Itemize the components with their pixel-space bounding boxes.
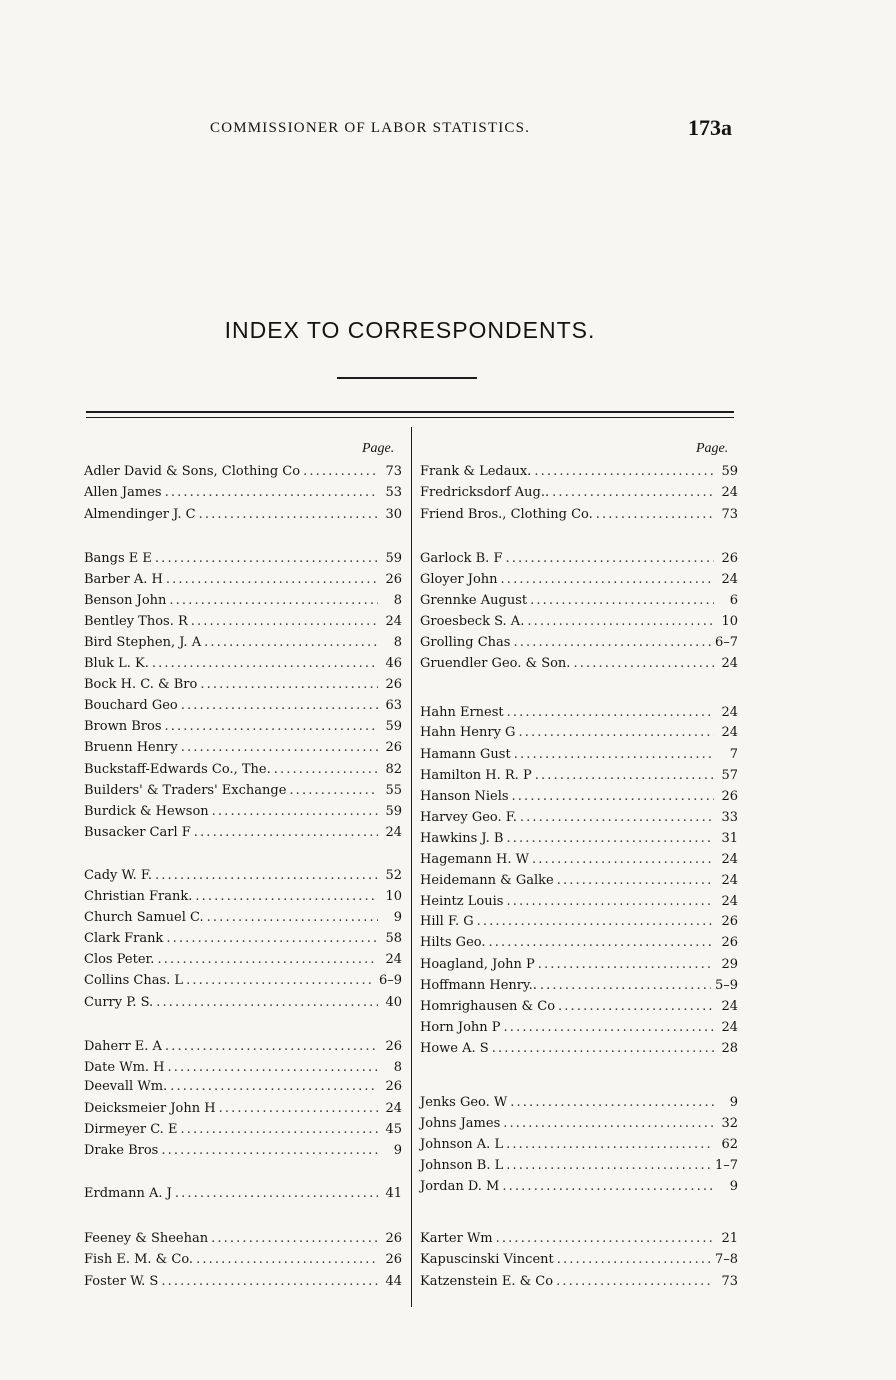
running-head: COMMISSIONER OF LABOR STATISTICS. (210, 120, 531, 136)
correspondent-name: Brown Bros (84, 719, 162, 734)
correspondent-name: Busacker Carl F (84, 825, 191, 840)
index-entry (420, 1041, 738, 1057)
index-entry (84, 593, 402, 609)
dot-leader (161, 1274, 378, 1290)
dot-leader (289, 783, 378, 799)
page-reference: 26 (385, 1231, 402, 1246)
page-reference: 7 (729, 747, 738, 762)
right-page-heading: Page. (696, 441, 729, 456)
page-reference: 57 (721, 768, 738, 783)
dot-leader (527, 614, 714, 630)
page-reference: 30 (385, 507, 402, 522)
index-entry (84, 1060, 402, 1076)
dot-leader (520, 810, 714, 826)
dot-leader (155, 551, 378, 567)
dot-leader (501, 572, 714, 588)
dot-leader (303, 464, 378, 480)
page-reference: 10 (721, 614, 738, 629)
dot-leader (535, 768, 714, 784)
page-reference: 44 (385, 1274, 402, 1289)
page-reference: 7–8 (714, 1252, 738, 1267)
page-reference: 73 (721, 507, 738, 522)
dot-leader (513, 635, 710, 651)
correspondent-name: Karter Wm (420, 1231, 493, 1246)
correspondent-name: Jenks Geo. W (420, 1095, 508, 1110)
index-entry (84, 1101, 402, 1117)
index-entry (84, 762, 402, 778)
correspondent-name: Feeney & Sheehan (84, 1231, 209, 1246)
page-reference: 24 (721, 725, 738, 740)
correspondent-name: Hamann Gust (420, 747, 511, 762)
correspondent-name: Dirmeyer C. E (84, 1122, 178, 1137)
correspondent-name: Adler David & Sons, Clothing Co (84, 464, 301, 479)
dot-leader (505, 551, 714, 567)
index-entry (84, 677, 402, 693)
index-entry (420, 852, 738, 868)
double-rule-bottom (86, 417, 734, 418)
correspondent-name: Bentley Thos. R (84, 614, 188, 629)
page-reference: 26 (385, 572, 402, 587)
page-reference: 21 (721, 1231, 738, 1246)
page-reference: 31 (721, 831, 738, 846)
page-reference: 9 (393, 1143, 402, 1158)
correspondent-name: Hoagland, John P (420, 957, 535, 972)
index-entry (420, 551, 738, 567)
page-reference: 41 (385, 1186, 402, 1201)
dot-leader (557, 1252, 711, 1268)
dot-leader (155, 868, 378, 884)
correspondent-name: Grennke August (420, 593, 528, 608)
correspondent-name: Bangs E E (84, 551, 152, 566)
page-reference: 55 (385, 783, 402, 798)
page-reference: 1–7 (714, 1158, 738, 1173)
dot-leader (496, 1231, 714, 1247)
index-entry (84, 973, 402, 989)
page-reference: 53 (385, 485, 402, 500)
index-entry (420, 768, 738, 784)
correspondent-name: Benson John (84, 593, 167, 608)
correspondent-name: Collins Chas. L (84, 973, 184, 988)
correspondent-name: Groesbeck S. A. (420, 614, 525, 629)
dot-leader (207, 910, 378, 926)
dot-leader (556, 1274, 714, 1290)
index-entry (84, 1039, 402, 1055)
correspondent-name: Daherr E. A (84, 1039, 162, 1054)
index-entry (84, 825, 402, 841)
dot-leader (199, 507, 378, 523)
correspondent-name: Allen James (84, 485, 162, 500)
index-entry (84, 889, 402, 905)
correspondent-name: Grolling Chas (420, 635, 511, 650)
page-reference: 24 (721, 852, 738, 867)
correspondent-name: Johnson A. L (420, 1137, 504, 1152)
dot-leader (507, 705, 714, 721)
dot-leader (596, 507, 714, 523)
index-entry (420, 572, 738, 588)
index-entry (84, 1143, 402, 1159)
page-reference: 24 (385, 1101, 402, 1116)
correspondent-name: Heintz Louis (420, 894, 504, 909)
index-entry (84, 1274, 402, 1290)
page-reference: 52 (385, 868, 402, 883)
index-entry (84, 995, 402, 1011)
page-reference: 26 (721, 935, 738, 950)
correspondent-name: Howe A. S (420, 1041, 489, 1056)
correspondent-name: Foster W. S (84, 1274, 159, 1289)
correspondent-name: Johns James (420, 1116, 501, 1131)
correspondent-name: Bluk L. K. (84, 656, 149, 671)
dot-leader (540, 978, 711, 994)
page-reference: 24 (721, 572, 738, 587)
page-reference: 46 (385, 656, 402, 671)
correspondent-name: Hawkins J. B (420, 831, 504, 846)
dot-leader (165, 485, 378, 501)
index-entry (420, 873, 738, 889)
dot-leader (477, 914, 714, 930)
index-entry (84, 614, 402, 630)
index-entry (420, 935, 738, 951)
page-reference: 6–7 (714, 635, 738, 650)
correspondent-name: Curry P. S. (84, 995, 154, 1010)
index-entry (420, 635, 738, 651)
page-reference: 5–9 (714, 978, 738, 993)
page-reference: 59 (385, 551, 402, 566)
page-reference: 59 (385, 804, 402, 819)
index-entry (84, 507, 402, 523)
index-entry (420, 1158, 738, 1174)
dot-leader (506, 831, 714, 847)
index-entry (84, 804, 402, 820)
index-entry (84, 952, 402, 968)
page-reference: 26 (721, 789, 738, 804)
index-entry (420, 999, 738, 1015)
correspondent-name: Harvey Geo. F. (420, 810, 517, 825)
page-reference: 24 (721, 1020, 738, 1035)
correspondent-name: Deevall Wm. (84, 1079, 168, 1094)
correspondent-name: Friend Bros., Clothing Co. (420, 507, 593, 522)
page-reference: 82 (385, 762, 402, 777)
page-reference: 6 (729, 593, 738, 608)
dot-leader (514, 747, 714, 763)
index-entry (84, 698, 402, 714)
correspondent-name: Almendinger J. C (84, 507, 196, 522)
index-entry (84, 719, 402, 735)
dot-leader (161, 1143, 378, 1159)
dot-leader (538, 957, 714, 973)
index-entry (420, 1274, 738, 1290)
dot-leader (169, 593, 378, 609)
dot-leader (530, 593, 714, 609)
page-reference: 73 (385, 464, 402, 479)
dot-leader (211, 1231, 378, 1247)
page-reference: 45 (385, 1122, 402, 1137)
page-reference: 24 (385, 614, 402, 629)
page-reference: 73 (721, 1274, 738, 1289)
correspondent-name: Katzenstein E. & Co (420, 1274, 554, 1289)
correspondent-name: Drake Bros (84, 1143, 159, 1158)
correspondent-name: Christian Frank. (84, 889, 193, 904)
correspondent-name: Church Samuel C. (84, 910, 204, 925)
index-entry (84, 1231, 402, 1247)
dot-leader (510, 1095, 714, 1111)
index-entry (420, 593, 738, 609)
correspondent-name: Fredricksdorf Aug.. (420, 485, 550, 500)
index-entry (420, 614, 738, 630)
dot-leader (152, 656, 378, 672)
page-reference: 24 (385, 952, 402, 967)
index-entry (84, 783, 402, 799)
index-entry (84, 740, 402, 756)
index-entry (420, 1095, 738, 1111)
correspondent-name: Hanson Niels (420, 789, 509, 804)
correspondent-name: Clos Peter. (84, 952, 155, 967)
index-entry (84, 868, 402, 884)
index-entry (420, 485, 738, 501)
page-reference: 10 (385, 889, 402, 904)
dot-leader (181, 698, 378, 714)
page-reference: 24 (385, 825, 402, 840)
dot-leader (506, 894, 714, 910)
page-reference: 6–9 (378, 973, 402, 988)
dot-leader (156, 995, 378, 1011)
correspondent-name: Cady W. F. (84, 868, 152, 883)
correspondent-name: Hahn Ernest (420, 705, 504, 720)
page-reference: 58 (385, 931, 402, 946)
index-entry (84, 551, 402, 567)
dot-leader (168, 1060, 378, 1076)
dot-leader (504, 1020, 714, 1036)
index-entry (420, 957, 738, 973)
index-entry (84, 1252, 402, 1268)
correspondent-name: Fish E. M. & Co. (84, 1252, 194, 1267)
dot-leader (512, 789, 714, 805)
dot-leader (274, 762, 378, 778)
dot-leader (200, 677, 378, 693)
dot-leader (175, 1186, 378, 1202)
index-entry (420, 656, 738, 672)
correspondent-name: Deicksmeier John H (84, 1101, 216, 1116)
page-reference: 63 (385, 698, 402, 713)
dot-leader (502, 1179, 714, 1195)
dot-leader (186, 973, 375, 989)
correspondent-name: Jordan D. M (420, 1179, 500, 1194)
index-entry (420, 831, 738, 847)
index-entry (420, 1179, 738, 1195)
index-entry (420, 1137, 738, 1153)
page-reference: 8 (393, 1060, 402, 1075)
correspondent-name: Kapuscinski Vincent (420, 1252, 554, 1267)
dot-leader (166, 931, 378, 947)
index-entry (420, 789, 738, 805)
page-title: INDEX TO CORRESPONDENTS. (224, 317, 596, 343)
correspondent-name: Burdick & Hewson (84, 804, 209, 819)
correspondent-name: Gruendler Geo. & Son. (420, 656, 571, 671)
dot-leader (219, 1101, 378, 1117)
correspondent-name: Buckstaff-Edwards Co., The. (84, 762, 271, 777)
index-entry (84, 910, 402, 926)
page-reference: 32 (721, 1116, 738, 1131)
correspondent-name: Hill F. G (420, 914, 474, 929)
correspondent-name: Horn John P (420, 1020, 501, 1035)
page-reference: 26 (385, 677, 402, 692)
title-rule (337, 377, 477, 379)
correspondent-name: Bruenn Henry (84, 740, 178, 755)
correspondent-name: Hagemann H. W (420, 852, 530, 867)
correspondent-name: Clark Frank (84, 931, 164, 946)
correspondent-name: Builders' & Traders' Exchange (84, 783, 287, 798)
dot-leader (204, 635, 378, 651)
dot-leader (166, 572, 378, 588)
index-entry (84, 1122, 402, 1138)
index-entry (84, 1079, 402, 1095)
column-divider (411, 427, 412, 1307)
page-reference: 29 (721, 957, 738, 972)
page-reference: 24 (721, 999, 738, 1014)
dot-leader (532, 852, 714, 868)
dot-leader (573, 656, 714, 672)
dot-leader (212, 804, 378, 820)
page-reference: 24 (721, 705, 738, 720)
dot-leader (170, 1079, 378, 1095)
page-reference: 24 (721, 656, 738, 671)
dot-leader (489, 935, 715, 951)
dot-leader (557, 873, 714, 889)
correspondent-name: Gloyer John (420, 572, 498, 587)
index-entry (84, 572, 402, 588)
dot-leader (558, 999, 714, 1015)
index-entry (420, 1020, 738, 1036)
page-number: 173a (688, 115, 732, 140)
page-reference: 26 (385, 1079, 402, 1094)
page-reference: 59 (385, 719, 402, 734)
left-page-heading: Page. (362, 441, 395, 456)
dot-leader (518, 725, 714, 741)
correspondent-name: Bouchard Geo (84, 698, 178, 713)
correspondent-name: Homrighausen & Co (420, 999, 556, 1014)
dot-leader (180, 1122, 378, 1138)
dot-leader (506, 1137, 714, 1153)
dot-leader (165, 1039, 378, 1055)
index-entry (84, 656, 402, 672)
index-entry (420, 1252, 738, 1268)
index-entry (84, 464, 402, 480)
correspondent-name: Hamilton H. R. P (420, 768, 532, 783)
page-reference: 8 (393, 635, 402, 650)
correspondent-name: Erdmann A. J (84, 1186, 172, 1201)
correspondent-name: Barber A. H (84, 572, 163, 587)
correspondent-name: Bird Stephen, J. A (84, 635, 202, 650)
page-reference: 33 (721, 810, 738, 825)
index-entry (420, 705, 738, 721)
correspondent-name: Hoffmann Henry.. (420, 978, 537, 993)
index-entry (84, 635, 402, 651)
correspondent-name: Date Wm. H (84, 1060, 165, 1075)
dot-leader (552, 485, 714, 501)
page-reference: 9 (729, 1095, 738, 1110)
correspondent-name: Hahn Henry G (420, 725, 516, 740)
page-reference: 24 (721, 485, 738, 500)
index-entry (420, 914, 738, 930)
page-reference: 26 (385, 1039, 402, 1054)
index-entry (420, 978, 738, 994)
index-entry (420, 507, 738, 523)
dot-leader (492, 1041, 714, 1057)
correspondent-name: Garlock B. F (420, 551, 503, 566)
page-reference: 28 (721, 1041, 738, 1056)
dot-leader (534, 464, 714, 480)
index-entry (420, 464, 738, 480)
dot-leader (503, 1116, 714, 1132)
correspondent-name: Hilts Geo. (420, 935, 486, 950)
index-entry (84, 931, 402, 947)
index-entry (420, 1116, 738, 1132)
correspondent-name: Bock H. C. & Bro (84, 677, 198, 692)
correspondent-name: Heidemann & Galke (420, 873, 554, 888)
dot-leader (194, 825, 378, 841)
page-reference: 26 (721, 914, 738, 929)
index-entry (84, 485, 402, 501)
index-entry (420, 747, 738, 763)
dot-leader (165, 719, 379, 735)
page-reference: 40 (385, 995, 402, 1010)
page-reference: 26 (721, 551, 738, 566)
double-rule-top (86, 411, 734, 413)
page-reference: 9 (729, 1179, 738, 1194)
dot-leader (196, 1252, 378, 1268)
page-reference: 59 (721, 464, 738, 479)
dot-leader (191, 614, 378, 630)
page-reference: 8 (393, 593, 402, 608)
index-entry (420, 1231, 738, 1247)
correspondent-name: Johnson B. L (420, 1158, 504, 1173)
dot-leader (195, 889, 378, 905)
index-entry (420, 894, 738, 910)
index-entry (420, 810, 738, 826)
page-reference: 24 (721, 873, 738, 888)
page-reference: 24 (721, 894, 738, 909)
dot-leader (506, 1158, 711, 1174)
page-reference: 9 (393, 910, 402, 925)
index-entry (420, 725, 738, 741)
dot-leader (157, 952, 378, 968)
dot-leader (181, 740, 378, 756)
page-reference: 62 (721, 1137, 738, 1152)
correspondent-name: Frank & Ledaux. (420, 464, 532, 479)
page-reference: 26 (385, 740, 402, 755)
page-reference: 26 (385, 1252, 402, 1267)
index-entry (84, 1186, 402, 1202)
